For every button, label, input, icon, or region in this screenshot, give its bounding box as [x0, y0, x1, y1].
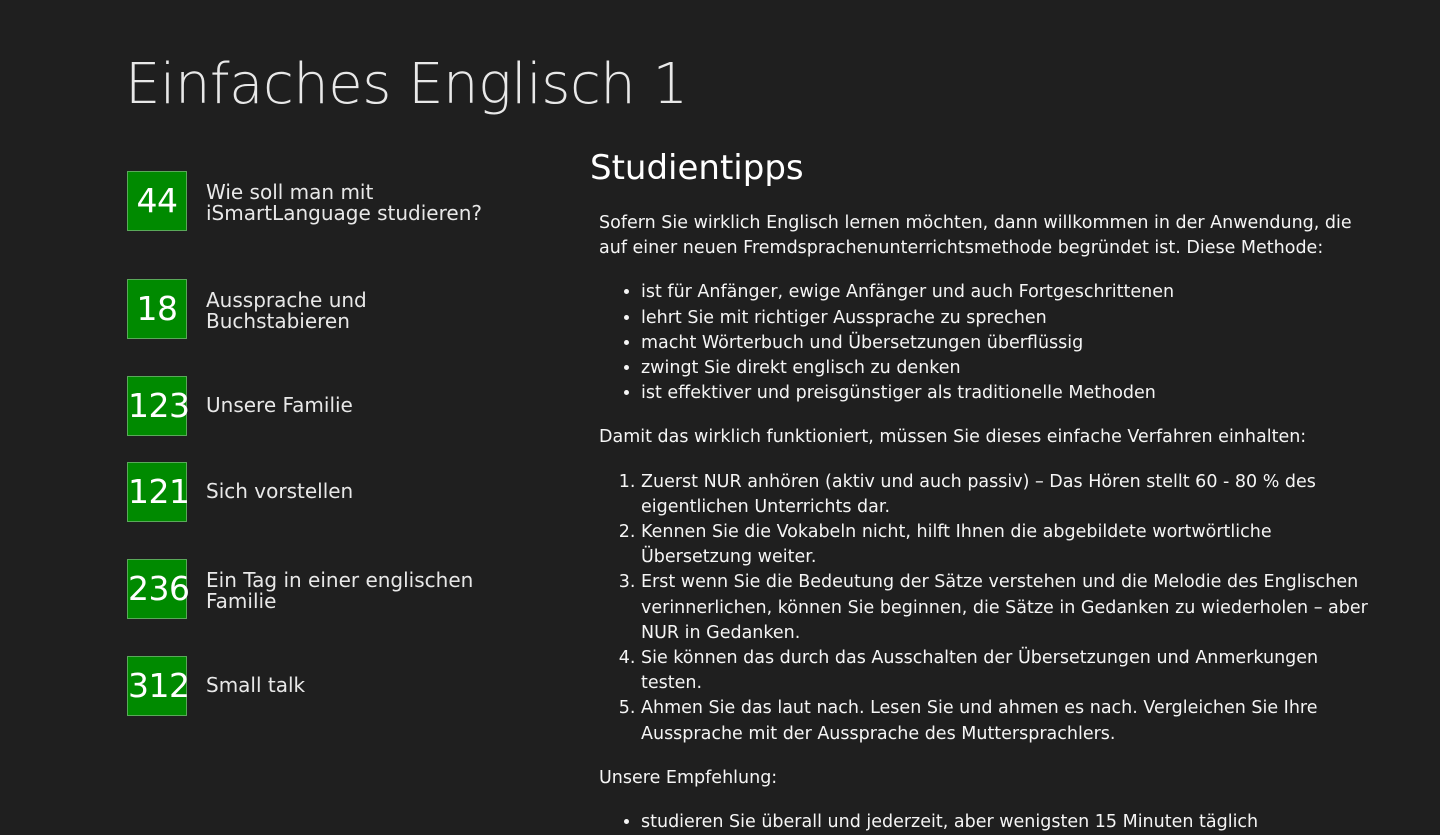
tips-title: Studientipps [590, 148, 804, 188]
method-point: • macht Wörterbuch und Übersetzungen überflüssig [641, 331, 1370, 356]
lesson-label: Aussprache und Buchstabieren [206, 288, 367, 333]
procedure-step: 1. Zuerst NUR anhören (aktiv und auch passiv) – Das Hören stellt 60 - 80 % des eigentlichen Unterrichts dar. [641, 470, 1370, 520]
study-tips-panel [590, 140, 1370, 835]
lesson-label: Sich vorstellen [206, 479, 354, 503]
procedure-step: 2. Kennen Sie die Vokabeln nicht, hilft Ihnen die abgebildete wortwörtliche Übersetzung weiter. [641, 520, 1370, 570]
lesson-count-tile: 236 [127, 559, 187, 619]
method-point: • zwingt Sie direkt englisch zu denken [641, 356, 1370, 381]
lesson-count-tile: 123 [127, 376, 187, 436]
lesson-item[interactable] [127, 559, 547, 621]
method-point: • lehrt Sie mit richtiger Aussprache zu sprechen [641, 306, 1370, 331]
lesson-item[interactable] [127, 462, 547, 524]
procedure-step: 4. Sie können das durch das Ausschalten der Übersetzungen und Anmerkungen testen. [641, 646, 1370, 696]
procedure-step: 3. Erst wenn Sie die Bedeutung der Sätze verstehen und die Melodie des Englischen verinnerlichen, können Sie beginnen, die Sätze in Gedanken zu wiederholen – aber NUR in Gedanken. [641, 570, 1370, 646]
lesson-count-tile: 44 [127, 171, 187, 231]
method-point: • ist effektiver und preisgünstiger als traditionelle Methoden [641, 381, 1370, 406]
tips-body [590, 211, 1370, 835]
lesson-item[interactable] [127, 279, 547, 341]
lesson-count-tile: 121 [127, 462, 187, 522]
lesson-item[interactable] [127, 171, 547, 233]
recommendation-intro: Unsere Empfehlung: [599, 767, 778, 788]
procedure-step: 5. Ahmen Sie das laut nach. Lesen Sie und ahmen es nach. Vergleichen Sie Ihre Aussprache mit der Aussprache des Muttersprachlers. [641, 696, 1370, 746]
lesson-label: Wie soll man mit iSmartLanguage studieren? [206, 180, 482, 225]
lesson-count-tile: 18 [127, 279, 187, 339]
lesson-label: Small talk [206, 673, 306, 697]
procedure-intro: Damit das wirklich funktioniert, müssen Sie dieses einfache Verfahren einhalten: [599, 427, 1307, 448]
lesson-label: Ein Tag in einer englischen Familie [206, 568, 474, 613]
recommendation-item: • studieren Sie überall und jederzeit, aber wenigsten 15 Minuten täglich [641, 810, 1370, 835]
procedure-steps-list [599, 470, 1370, 747]
lesson-item[interactable] [127, 376, 547, 438]
lesson-label: Unsere Familie [206, 393, 353, 417]
method-points-list [599, 280, 1370, 406]
tips-intro: Sofern Sie wirklich Englisch lernen möchten, dann willkommen in der Anwendung, die auf einer neuen Fremdsprachenunterrichtsmethode begründet ist. Diese Methode: [599, 213, 1352, 259]
method-point: • ist für Anfänger, ewige Anfänger und auch Fortgeschrittenen [641, 280, 1370, 305]
page-title: Einfaches Englisch 1 [125, 52, 688, 117]
recommendations-list [599, 810, 1370, 835]
lesson-count-tile: 312 [127, 656, 187, 716]
lesson-item[interactable] [127, 656, 547, 718]
lesson-list [127, 0, 547, 810]
